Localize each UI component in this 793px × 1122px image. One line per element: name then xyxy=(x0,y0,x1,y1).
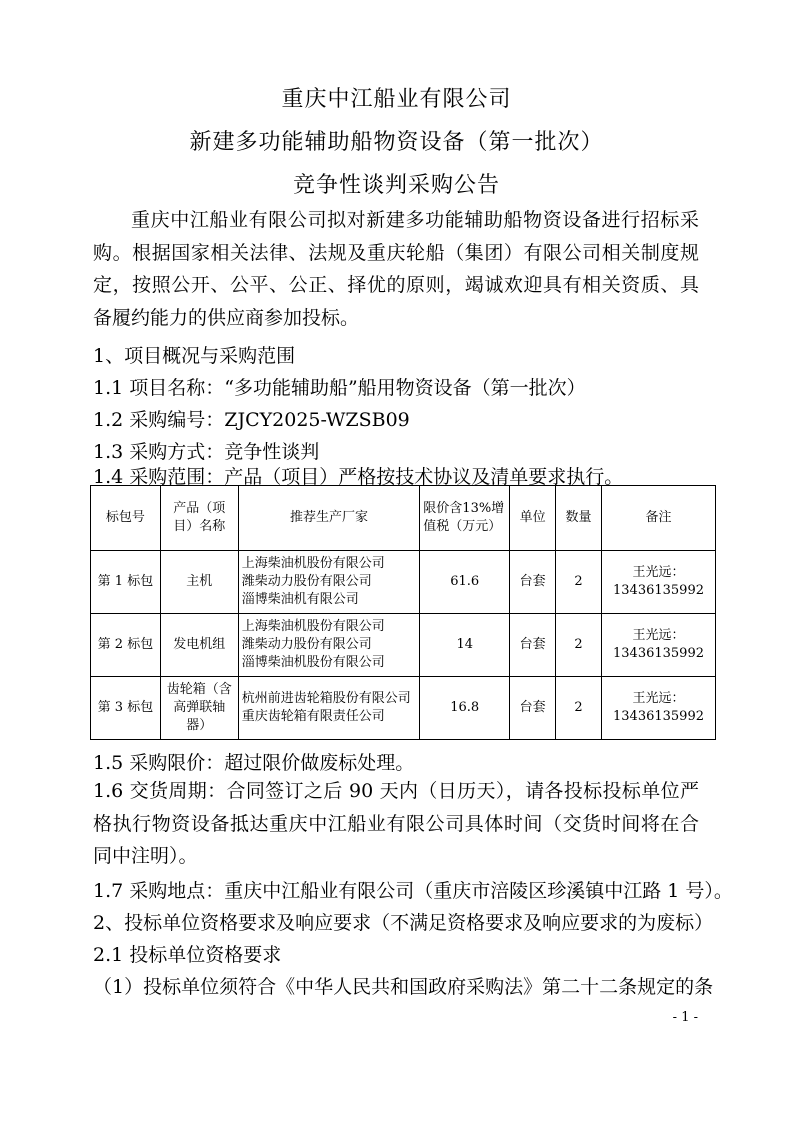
table-row xyxy=(91,614,716,677)
item-1-7: 1.7 采购地点：重庆中江船业有限公司（重庆市涪陵区珍溪镇中江路 1 号）。 xyxy=(93,880,733,902)
table-row xyxy=(91,677,716,740)
procurement-table xyxy=(90,485,716,740)
intro-paragraph: 重庆中江船业有限公司拟对新建多功能辅助船物资设备进行招标采购。根据国家相关法律、法规及重庆轮船（集团）有限公司相关制度规定，按照公开、公平、公正、择优的原则，竭诚欢迎具有相关资质、具备履约能力的供应商参加投标。 xyxy=(93,209,699,329)
item-1-1: 1.1 项目名称：“多功能辅助船”船用物资设备（第一批次） xyxy=(93,377,586,399)
item-1-6: 1.6 交货周期：合同签订之后 90 天内（日历天），请各投标投标单位严格执行物资设备抵达重庆中江船业有限公司具体时间（交货时间将在合同中注明）。 xyxy=(93,780,699,867)
header-qty: 数量 xyxy=(556,486,602,551)
item-1-2: 1.2 采购编号：ZJCY2025-WZSB09 xyxy=(93,409,410,431)
item-1-5: 1.5 采购限价：超过限价做废标处理。 xyxy=(93,752,415,774)
qty-cell: 2 xyxy=(556,551,602,614)
manufacturer-name: 淄博柴油机股份有限公司 xyxy=(241,655,385,670)
manufacturer-name: 潍柴动力股份有限公司 xyxy=(241,574,372,589)
lot-cell: 第 2 标包 xyxy=(91,614,161,677)
item-1-3: 1.3 采购方式：竞争性谈判 xyxy=(93,441,320,463)
manufacturer-name: 杭州前进齿轮箱股份有限公司 xyxy=(241,691,411,706)
section-2-heading: 2、投标单位资格要求及响应要求（不满足资格要求及响应要求的为废标） xyxy=(93,912,714,934)
product-cell: 主机 xyxy=(160,551,238,614)
unit-cell: 台套 xyxy=(510,614,556,677)
manufacturer-cell xyxy=(238,677,420,740)
header-note: 备注 xyxy=(601,486,715,551)
item-2-1: 2.1 投标单位资格要求 xyxy=(93,944,282,966)
lot-cell: 第 1 标包 xyxy=(91,551,161,614)
manufacturer-cell xyxy=(238,614,420,677)
manufacturer-name: 淄博柴油机有限公司 xyxy=(241,592,359,607)
manufacturer-name: 上海柴油机股份有限公司 xyxy=(241,556,385,571)
unit-cell: 台套 xyxy=(510,551,556,614)
doc-title-project: 新建多功能辅助船物资设备（第一批次） xyxy=(189,130,604,155)
manufacturer-name: 重庆齿轮箱有限责任公司 xyxy=(241,709,385,724)
page-number: - 1 - xyxy=(672,1010,698,1025)
note-cell: 王光远：13436135992 xyxy=(601,677,715,740)
table-header-row xyxy=(91,486,716,551)
table-row xyxy=(91,551,716,614)
header-manufacturer: 推荐生产厂家 xyxy=(238,486,420,551)
product-cell: 发电机组 xyxy=(160,614,238,677)
item-2-1-1: （1）投标单位须符合《中华人民共和国政府采购法》第二十二条规定的条 xyxy=(93,976,714,998)
doc-title-notice: 竞争性谈判采购公告 xyxy=(292,173,500,198)
doc-title-company: 重庆中江船业有限公司 xyxy=(281,87,512,112)
note-cell: 王光远：13436135992 xyxy=(601,551,715,614)
manufacturer-name: 上海柴油机股份有限公司 xyxy=(241,619,385,634)
manufacturer-cell xyxy=(238,551,420,614)
qty-cell: 2 xyxy=(556,677,602,740)
price-cell: 61.6 xyxy=(420,551,510,614)
qty-cell: 2 xyxy=(556,614,602,677)
price-cell: 14 xyxy=(420,614,510,677)
section-1-heading: 1、项目概况与采购范围 xyxy=(93,345,296,367)
product-cell: 齿轮箱（含高弹联轴器） xyxy=(160,677,238,740)
item-1-4: 1.4 采购范围：产品（项目）严格按技术协议及清单要求执行。 xyxy=(93,466,624,488)
price-cell: 16.8 xyxy=(420,677,510,740)
lot-cell: 第 3 标包 xyxy=(91,677,161,740)
header-lot: 标包号 xyxy=(91,486,161,551)
note-cell: 王光远：13436135992 xyxy=(601,614,715,677)
header-unit: 单位 xyxy=(510,486,556,551)
header-price: 限价含13%增值税（万元） xyxy=(420,486,510,551)
unit-cell: 台套 xyxy=(510,677,556,740)
header-product: 产品（项目）名称 xyxy=(160,486,238,551)
manufacturer-name: 潍柴动力股份有限公司 xyxy=(241,637,372,652)
